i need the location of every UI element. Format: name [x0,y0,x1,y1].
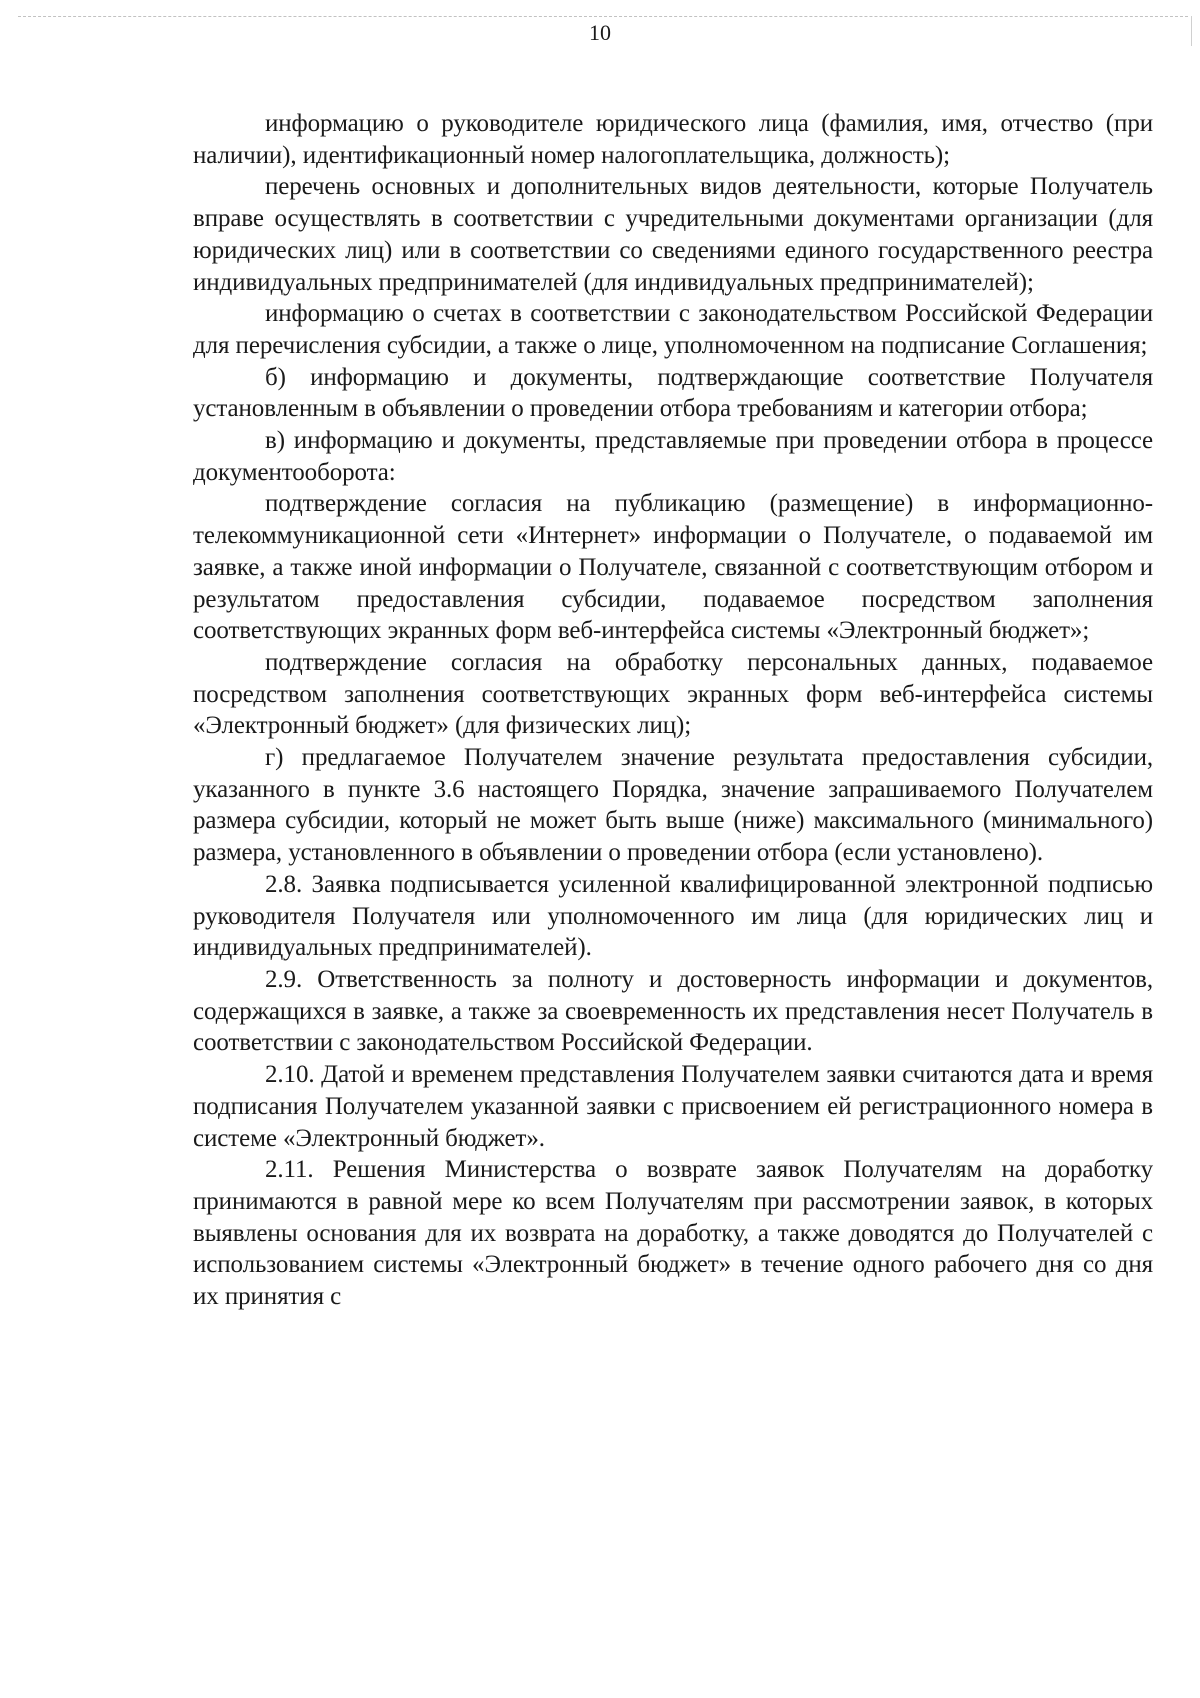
paragraph-personal-data-consent: подтверждение согласия на обработку персональных данных, подаваемое посредством заполнения соответствующих экранных форм веб-интерфейса системы «Электронный бюджет» (для физических лиц); [193,648,1153,740]
paragraph-item-b: б) информацию и документы, подтверждающие соответствие Получателя установленным в объявлении о проведении отбора требованиям и категории отбора; [193,363,1153,423]
paragraph-item-g: г) предлагаемое Получателем значение результата предоставления субсидии, указанного в пункте 3.6 настоящего Порядка, значение запрашиваемого Получателем размера субсидии, который не может быть выше (ниже) максимального (минимального) размера, установленного в объявлении о проведении отбора (если установлено). [193,744,1153,867]
paragraph-2-10: 2.10. Датой и временем представления Получателем заявки считаются дата и время подписания Получателем указанной заявки с присвоением ей регистрационного номера в системе «Электронный бюджет». [193,1061,1153,1152]
page-number: 10 [589,20,611,45]
paragraph-2-8: 2.8. Заявка подписывается усиленной квалифицированной электронной подписью руководителя Получателя или уполномоченного им лица (для юридических лиц и индивидуальных предпринимателей). [193,870,1153,962]
paragraph-item-v: в) информацию и документы, представляемые при проведении отбора в процессе документооборота: [193,427,1153,486]
paragraph-head-info: информацию о руководителе юридического лица (фамилия, имя, отчество (при наличии), идентификационный номер налогоплательщика, должность); [193,110,1153,169]
document-body [193,108,1153,1313]
paragraph-accounts-info: информацию о счетах в соответствии с законодательством Российской Федерации для перечисления субсидии, а также о лице, уполномоченном на подписание Соглашения; [193,300,1153,359]
paragraph-activities-list: перечень основных и дополнительных видов деятельности, которые Получатель вправе осуществлять в соответствии с учредительными документами организации (для юридических лиц) или в соответствии со сведениями единого государственного реестра индивидуальных предпринимателей (для индивидуальных предпринимателей); [193,173,1153,296]
paragraph-2-11: 2.11. Решения Министерства о возврате заявок Получателям на доработку принимаются в равной мере ко всем Получателям при рассмотрении заявок, в которых выявлены основания для их возврата на доработку, а также доводятся до Получателей с использованием системы «Электронный бюджет» в течение одного рабочего дня со дня их принятия с [193,1156,1153,1311]
paragraph-2-9: 2.9. Ответственность за полноту и достоверность информации и документов, содержащихся в заявке, а также за своевременность их представления несет Получатель в соответствии с законодательством Российской Федерации. [193,965,1153,1057]
scan-edge-top [18,16,1188,17]
paragraph-publication-consent: подтверждение согласия на публикацию (размещение) в информационно-телекоммуникационной сети «Интернет» информации о Получателе, о подаваемой им заявке, а также иной информации о Получателе, связанной с соответствующим отбором и результатом предоставления субсидии, подаваемое посредством заполнения соответствующих экранных форм веб-интерфейса системы «Электронный бюджет»; [193,490,1153,645]
